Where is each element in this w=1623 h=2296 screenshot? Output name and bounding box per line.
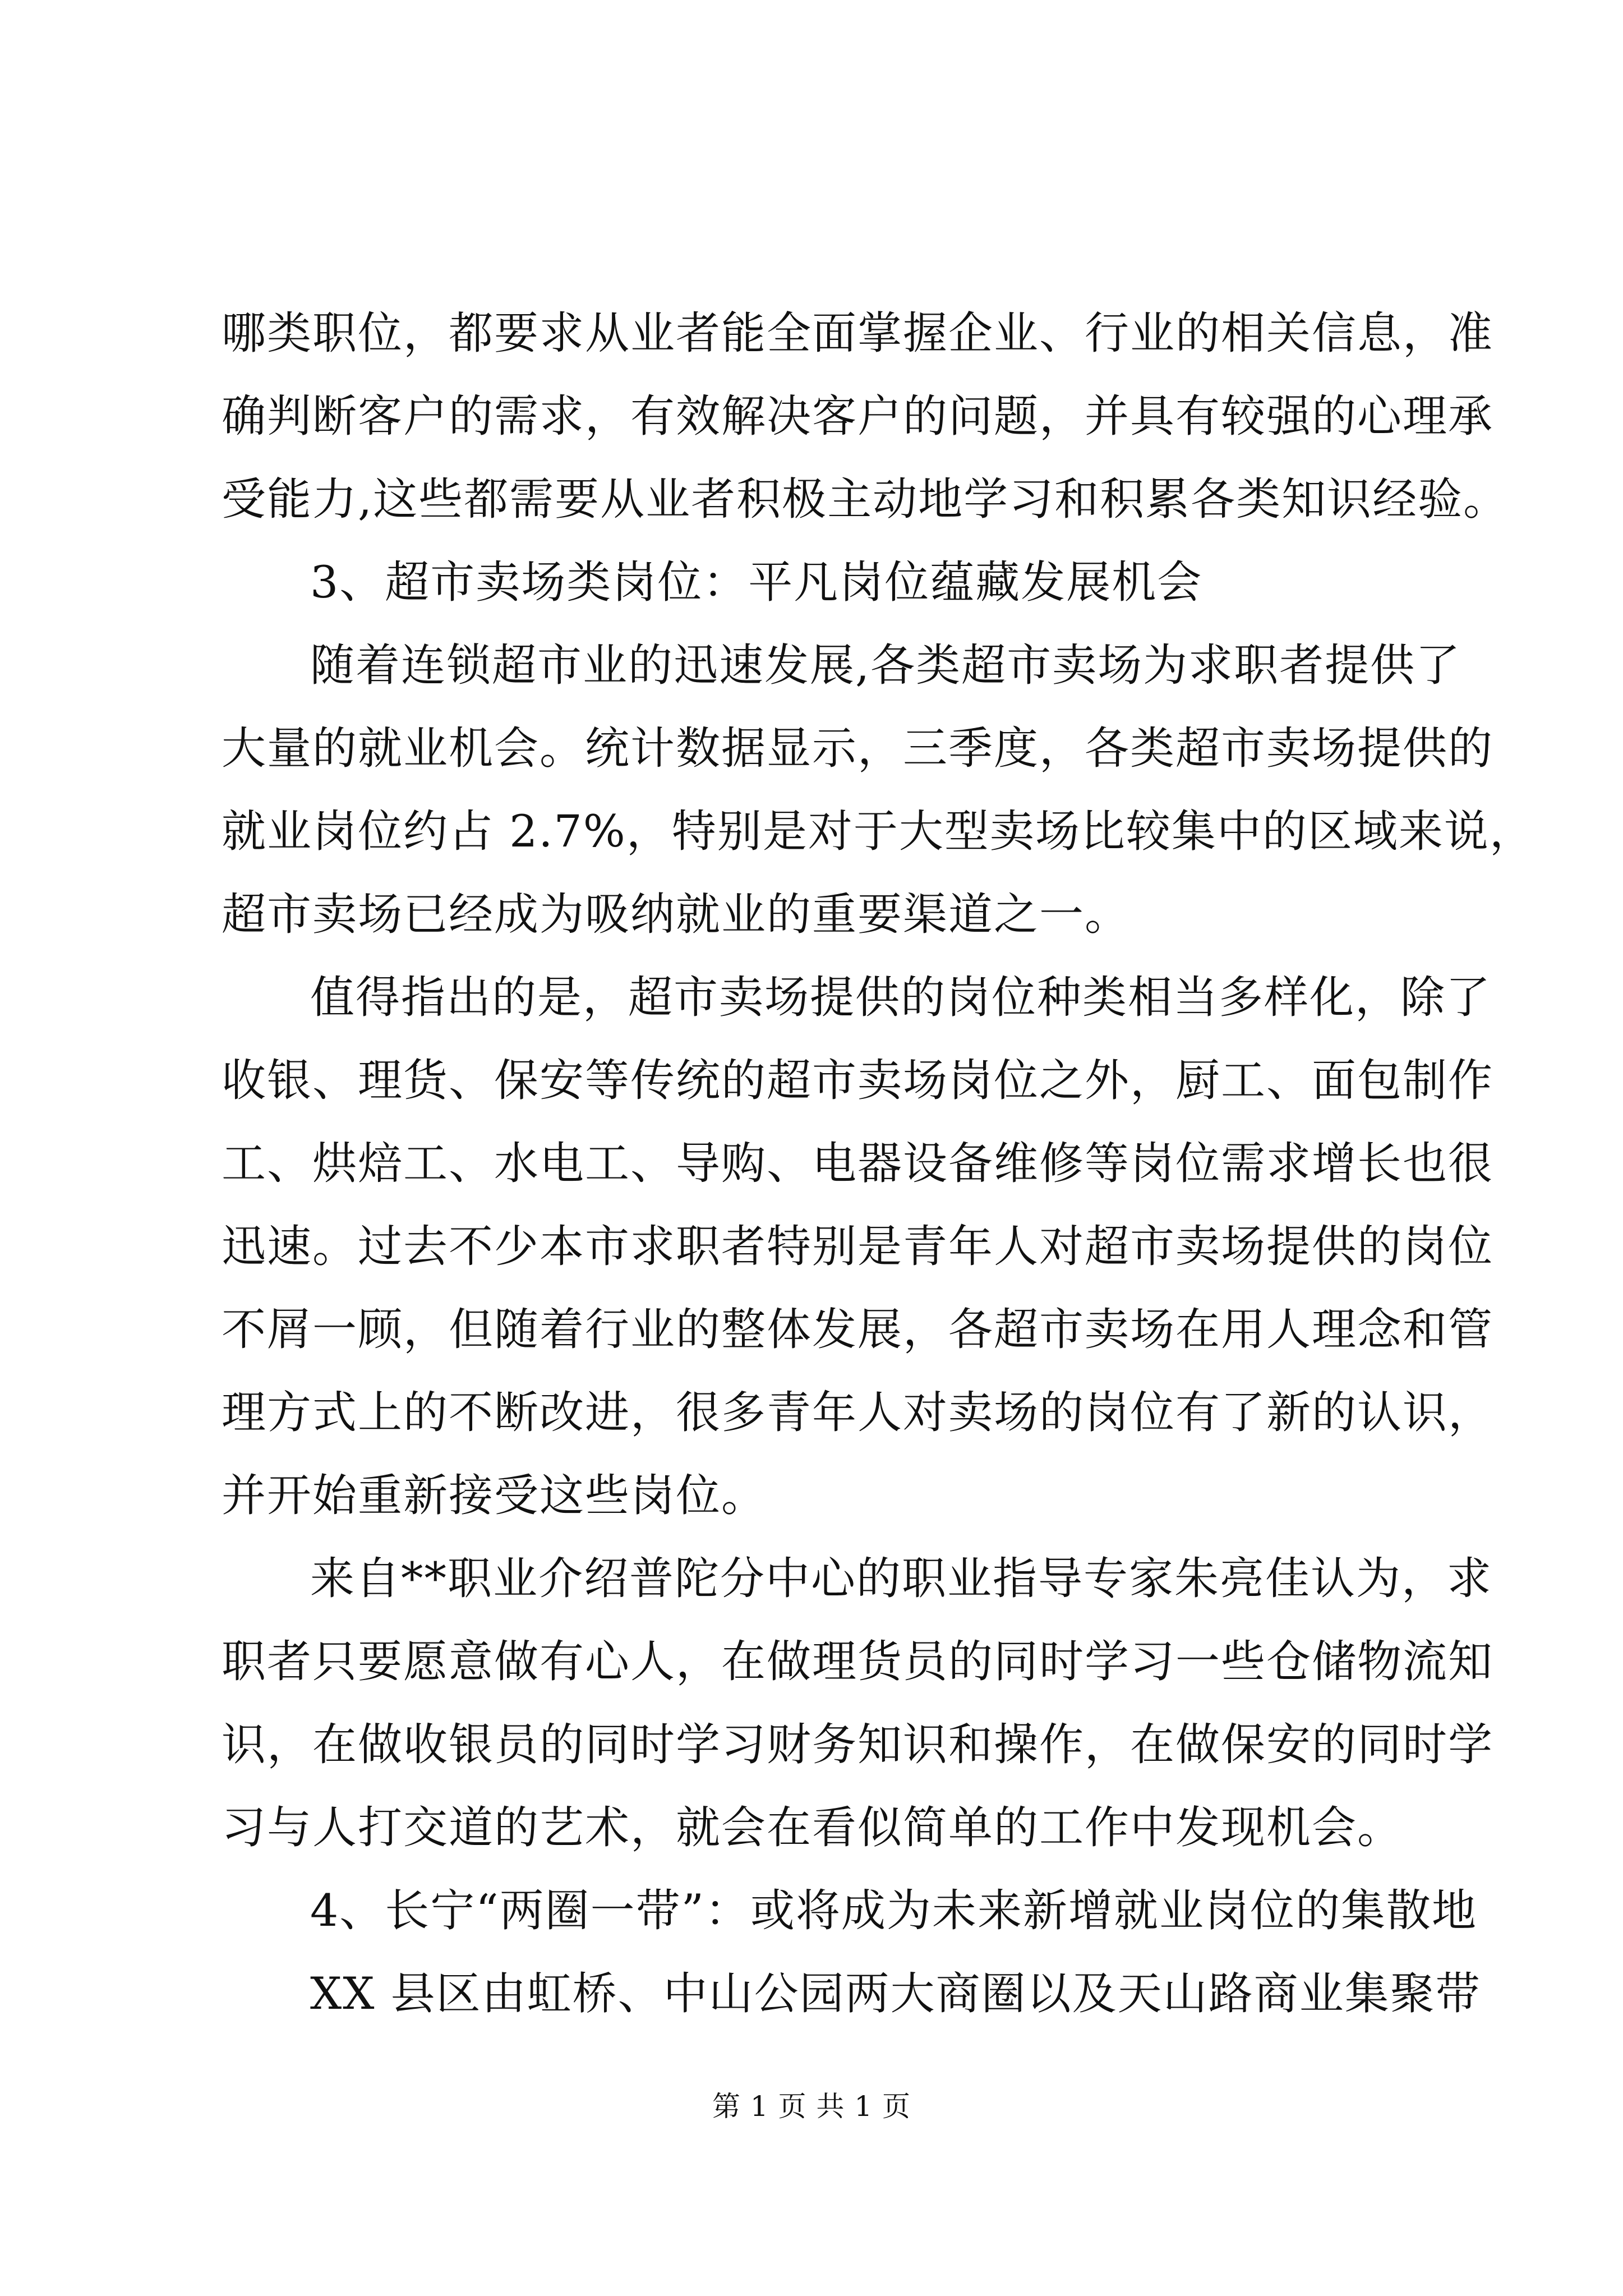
text-line: 大量的就业机会。统计数据显示，三季度，各类超市卖场提供的 [222,723,1493,774]
text-line: 值得指出的是，超市卖场提供的岗位种类相当多样化，除了 [310,972,1491,1023]
text-line: 识，在做收银员的同时学习财务知识和操作，在做保安的同时学 [222,1719,1493,1770]
text-line: 确判断客户的需求，有效解决客户的问题，并具有较强的心理承 [222,390,1493,442]
text-line: 工、烘焙工、水电工、导购、电器设备维修等岗位需求增长也很 [222,1138,1493,1189]
text-line: 并开始重新接受这些岗位。 [222,1470,767,1521]
text-line: 收银、理货、保安等传统的超市卖场岗位之外，厨工、面包制作 [222,1055,1493,1106]
text-line: 来自**职业介绍普陀分中心的职业指导专家朱亮佳认为，求 [310,1553,1492,1604]
text-line: 不屑一顾，但随着行业的整体发展，各超市卖场在用人理念和管 [222,1304,1493,1355]
text-line: 随着连锁超市业的迅速发展,各类超市卖场为求职者提供了 [310,639,1461,691]
text-line: 3、超市卖场类岗位：平凡岗位蕴藏发展机会 [310,556,1203,608]
text-line: 4、长宁“两圈一带”：或将成为未来新增就业岗位的集散地 [310,1885,1478,1936]
text-line: 就业岗位约占 2.7%，特别是对于大型卖场比较集中的区域来说， [222,806,1535,857]
text-line: 哪类职位，都要求从业者能全面掌握企业、行业的相关信息，准 [222,307,1493,359]
page-footer: 第 1 页 共 1 页 [712,2090,911,2123]
text-line: 超市卖场已经成为吸纳就业的重要渠道之一。 [222,889,1130,940]
text-line: 受能力,这些都需要从业者积极主动地学习和积累各类知识经验。 [222,473,1509,525]
text-line: 理方式上的不断改进，很多青年人对卖场的岗位有了新的认识， [222,1387,1493,1438]
document-body [222,292,1535,2035]
text-line: XX 县区由虹桥、中山公园两大商圈以及天山路商业集聚带 [310,1968,1481,2019]
text-line: 习与人打交道的艺术，就会在看似简单的工作中发现机会。 [222,1802,1403,1853]
text-line: 职者只要愿意做有心人，在做理货员的同时学习一些仓储物流知 [222,1636,1493,1687]
text-line: 迅速。过去不少本市求职者特别是青年人对超市卖场提供的岗位 [222,1221,1493,1272]
